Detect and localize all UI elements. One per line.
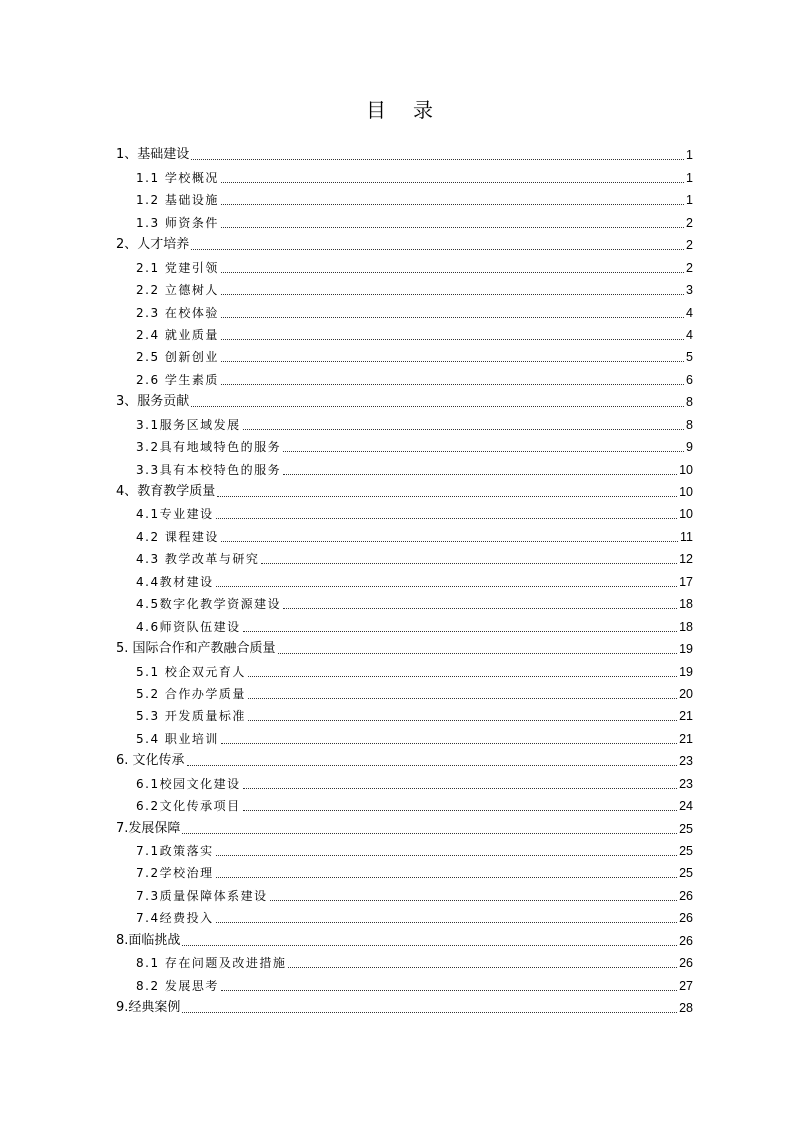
toc-chapter-entry[interactable] <box>116 926 693 948</box>
toc-entry-label: 5.1 校企双元育人 <box>136 664 246 679</box>
toc-dot-leader <box>283 474 677 475</box>
toc-dot-leader <box>221 317 684 318</box>
toc-entry-page-number: 24 <box>679 799 693 814</box>
toc-entry-page-number: 10 <box>679 462 693 477</box>
toc-section-entry[interactable] <box>116 500 693 522</box>
toc-title-char: 目 <box>366 98 387 122</box>
toc-section-entry[interactable] <box>116 433 693 455</box>
toc-entry-label: 9.经典案例 <box>116 1000 181 1016</box>
toc-chapter-entry[interactable] <box>116 635 693 657</box>
toc-section-entry[interactable] <box>116 186 693 208</box>
toc-entry-label: 4.3 教学改革与研究 <box>136 552 260 567</box>
toc-entry-label: 2.4 就业质量 <box>136 327 219 342</box>
toc-dot-leader <box>278 653 678 654</box>
toc-entry-label: 8.2 发展思考 <box>136 978 219 993</box>
toc-section-entry[interactable] <box>116 724 693 746</box>
toc-entry-page-number: 1 <box>686 148 693 163</box>
toc-section-entry[interactable] <box>116 702 693 724</box>
toc-entry-page-number: 17 <box>679 574 693 589</box>
toc-section-entry[interactable] <box>116 769 693 791</box>
toc-dot-leader <box>243 788 678 789</box>
toc-section-entry[interactable] <box>116 792 693 814</box>
toc-entry-label: 1.1 学校概况 <box>136 170 219 185</box>
toc-dot-leader <box>221 272 684 273</box>
toc-dot-leader <box>182 945 677 946</box>
toc-section-entry[interactable] <box>116 298 693 320</box>
toc-section-entry[interactable] <box>116 163 693 185</box>
toc-dot-leader <box>243 429 684 430</box>
toc-entry-page-number: 27 <box>679 978 693 993</box>
toc-entry-label: 4.2 课程建设 <box>136 529 219 544</box>
toc-dot-leader <box>221 294 684 295</box>
toc-dot-leader <box>261 563 677 564</box>
toc-dot-leader <box>248 676 677 677</box>
toc-title <box>0 96 800 124</box>
toc-chapter-entry[interactable] <box>116 747 693 769</box>
toc-dot-leader <box>191 406 684 407</box>
toc-dot-leader <box>221 182 684 183</box>
toc-dot-leader <box>283 451 684 452</box>
toc-dot-leader <box>191 159 684 160</box>
toc-entry-page-number: 5 <box>686 350 693 365</box>
toc-dot-leader <box>248 698 677 699</box>
toc-entry-label: 4.1专业建设 <box>136 507 214 522</box>
toc-entry-page-number: 21 <box>679 731 693 746</box>
toc-dot-leader <box>187 765 678 766</box>
toc-dot-leader <box>216 877 678 878</box>
toc-entry-label: 1.2 基础设施 <box>136 193 219 208</box>
toc-entry-page-number: 11 <box>680 529 693 544</box>
toc-entry-page-number: 8 <box>686 395 693 410</box>
toc-section-entry[interactable] <box>116 657 693 679</box>
toc-entry-page-number: 6 <box>686 372 693 387</box>
toc-entry-label: 5.2 合作办学质量 <box>136 686 246 701</box>
toc-chapter-entry[interactable] <box>116 994 693 1016</box>
toc-section-entry[interactable] <box>116 410 693 432</box>
toc-dot-leader <box>216 922 678 923</box>
toc-chapter-entry[interactable] <box>116 478 693 500</box>
toc-entry-label: 4.5数字化教学资源建设 <box>136 597 282 612</box>
toc-entry-label: 7.发展保障 <box>116 820 181 836</box>
toc-entry-label: 7.3质量保障体系建设 <box>136 888 268 903</box>
toc-entry-label: 5. 国际合作和产教融合质量 <box>116 641 276 657</box>
toc-title-char: 录 <box>413 98 434 122</box>
toc-entry-page-number: 26 <box>679 933 693 948</box>
toc-entry-page-number: 23 <box>679 754 693 769</box>
toc-entry-label: 2.2 立德树人 <box>136 283 219 298</box>
toc-section-entry[interactable] <box>116 276 693 298</box>
toc-dot-leader <box>243 810 678 811</box>
toc-entry-page-number: 2 <box>686 215 693 230</box>
toc-dot-leader <box>221 227 684 228</box>
toc-entry-label: 2、人才培养 <box>116 237 190 253</box>
toc-dot-leader <box>221 339 684 340</box>
toc-entry-page-number: 4 <box>686 305 693 320</box>
toc-dot-leader <box>216 855 678 856</box>
toc-section-entry[interactable] <box>116 881 693 903</box>
toc-entry-page-number: 2 <box>686 238 693 253</box>
toc-dot-leader <box>221 541 678 542</box>
toc-entry-label: 6.2文化传承项目 <box>136 799 241 814</box>
toc-entry-page-number: 19 <box>679 642 693 657</box>
toc-entry-page-number: 1 <box>686 170 693 185</box>
toc-entry-page-number: 19 <box>679 664 693 679</box>
toc-entry-page-number: 25 <box>679 821 693 836</box>
toc-dot-leader <box>221 204 684 205</box>
toc-section-entry[interactable] <box>116 253 693 275</box>
toc-dot-leader <box>248 720 677 721</box>
toc-section-entry[interactable] <box>116 208 693 230</box>
toc-entry-label: 8.1 存在问题及改进措施 <box>136 956 287 971</box>
toc-dot-leader <box>217 496 677 497</box>
toc-section-entry[interactable] <box>116 343 693 365</box>
toc-entry-page-number: 2 <box>686 260 693 275</box>
toc-chapter-entry[interactable] <box>116 141 693 163</box>
toc-entry-label: 3、服务贡献 <box>116 394 190 410</box>
toc-entry-label: 6. 文化传承 <box>116 753 185 769</box>
toc-entry-page-number: 25 <box>679 866 693 881</box>
toc-entry-label: 2.3 在校体验 <box>136 305 219 320</box>
toc-entry-label: 7.1政策落实 <box>136 844 214 858</box>
toc-entry-label: 6.1校园文化建设 <box>136 776 241 791</box>
toc-section-entry[interactable] <box>116 971 693 993</box>
toc-entry-page-number: 18 <box>679 597 693 612</box>
toc-section-entry[interactable] <box>116 949 693 971</box>
toc-entry-label: 4.4教材建设 <box>136 574 214 589</box>
toc-dot-leader <box>221 361 684 362</box>
toc-entry-page-number: 4 <box>686 327 693 342</box>
table-of-contents <box>116 141 693 1016</box>
toc-dot-leader <box>191 249 684 250</box>
toc-entry-label: 1.3 师资条件 <box>136 215 219 230</box>
toc-entry-page-number: 26 <box>679 956 693 971</box>
toc-entry-page-number: 26 <box>679 911 693 926</box>
toc-entry-page-number: 25 <box>679 844 693 858</box>
toc-entry-page-number: 21 <box>679 709 693 724</box>
toc-entry-label: 5.3 开发质量标准 <box>136 709 246 724</box>
toc-dot-leader <box>221 384 684 385</box>
toc-entry-label: 1、基础建设 <box>116 147 190 163</box>
toc-entry-page-number: 26 <box>679 888 693 903</box>
toc-section-entry[interactable] <box>116 522 693 544</box>
toc-entry-page-number: 20 <box>679 686 693 701</box>
toc-section-entry[interactable] <box>116 680 693 702</box>
toc-dot-leader <box>221 990 677 991</box>
toc-entry-page-number: 23 <box>679 776 693 791</box>
toc-dot-leader <box>216 518 678 519</box>
toc-dot-leader <box>182 833 677 834</box>
toc-entry-label: 4、教育教学质量 <box>116 484 216 499</box>
toc-entry-label: 2.6 学生素质 <box>136 372 219 387</box>
toc-entry-page-number: 8 <box>686 417 693 432</box>
toc-dot-leader <box>182 1012 677 1013</box>
toc-section-entry[interactable] <box>116 904 693 926</box>
toc-entry-label: 2.5 创新创业 <box>136 350 219 365</box>
toc-dot-leader <box>243 631 678 632</box>
toc-entry-page-number: 10 <box>679 485 693 499</box>
toc-entry-label: 3.1服务区域发展 <box>136 417 241 432</box>
toc-section-entry[interactable] <box>116 455 693 477</box>
toc-dot-leader <box>288 967 677 968</box>
toc-dot-leader <box>283 608 677 609</box>
toc-section-entry[interactable] <box>116 612 693 634</box>
toc-chapter-entry[interactable] <box>116 388 693 410</box>
toc-entry-label: 8.面临挑战 <box>116 932 181 948</box>
toc-entry-page-number: 9 <box>686 440 693 455</box>
toc-entry-label: 2.1 党建引领 <box>136 260 219 275</box>
toc-entry-label: 5.4 职业培训 <box>136 731 219 746</box>
toc-dot-leader <box>270 900 678 901</box>
toc-entry-page-number: 12 <box>679 552 693 567</box>
toc-section-entry[interactable] <box>116 837 693 859</box>
toc-chapter-entry[interactable] <box>116 231 693 253</box>
toc-chapter-entry[interactable] <box>116 814 693 836</box>
toc-section-entry[interactable] <box>116 545 693 567</box>
toc-entry-page-number: 28 <box>679 1001 693 1016</box>
toc-entry-page-number: 10 <box>679 507 693 522</box>
toc-entry-page-number: 18 <box>679 619 693 634</box>
toc-entry-label: 3.2具有地域特色的服务 <box>136 440 282 455</box>
toc-section-entry[interactable] <box>116 590 693 612</box>
toc-dot-leader <box>221 743 677 744</box>
toc-dot-leader <box>216 586 678 587</box>
toc-entry-label: 7.2学校治理 <box>136 866 214 881</box>
toc-entry-page-number: 3 <box>686 283 693 298</box>
toc-entry-label: 4.6师资队伍建设 <box>136 619 241 634</box>
toc-section-entry[interactable] <box>116 365 693 387</box>
toc-entry-page-number: 1 <box>686 193 693 208</box>
toc-section-entry[interactable] <box>116 859 693 881</box>
toc-section-entry[interactable] <box>116 321 693 343</box>
toc-entry-label: 7.4经费投入 <box>136 911 214 926</box>
toc-entry-label: 3.3具有本校特色的服务 <box>136 462 282 477</box>
toc-section-entry[interactable] <box>116 567 693 589</box>
